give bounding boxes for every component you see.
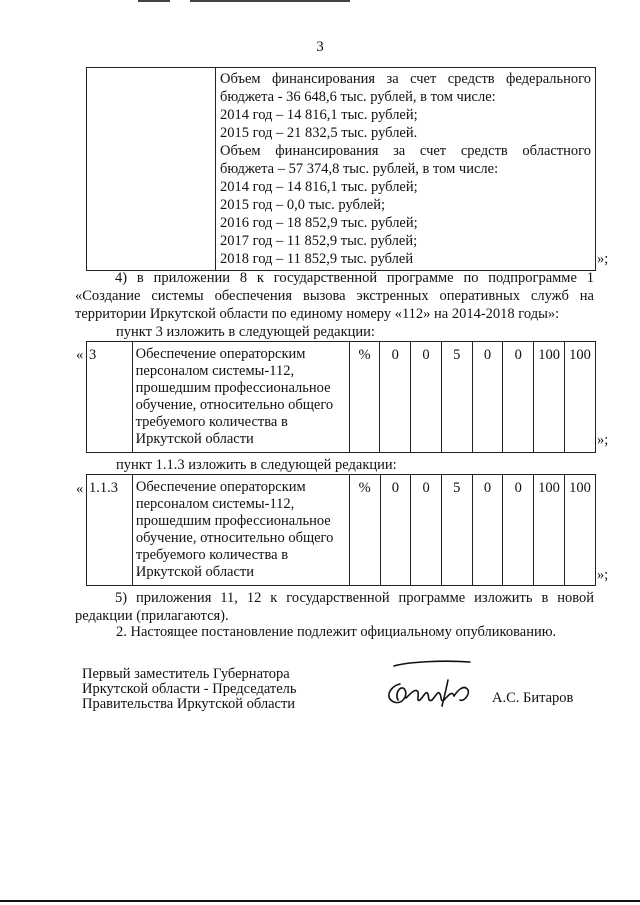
point3-description xyxy=(132,342,349,453)
point113-description xyxy=(132,475,349,586)
item4-line: территории Иркутской области по единому номеру «112» на 2014-2018 годы»: xyxy=(75,306,560,322)
position-line: Первый заместитель Губернатора xyxy=(82,666,290,682)
financing-empty-cell xyxy=(87,68,216,271)
point113-value: 0 xyxy=(380,475,411,586)
financing-table xyxy=(86,67,596,271)
point3-table xyxy=(86,341,596,453)
point3-desc-line: обучение, относительно общего xyxy=(135,397,334,413)
item5-line: редакции (прилагаются). xyxy=(75,608,229,624)
point113-value: 100 xyxy=(534,475,565,586)
point3-value: 100 xyxy=(565,342,596,453)
point3-desc-line: Иркутской области xyxy=(135,431,254,447)
financing-line: бюджета - 36 648,6 тыс. рублей, в том числе: xyxy=(220,89,496,105)
item4-line: 4) в приложении 8 к государственной программе по подпрограмме 1 xyxy=(115,270,594,286)
page-number: 3 xyxy=(316,39,324,55)
financing-line: 2017 год – 11 852,9 тыс. рублей; xyxy=(220,233,418,249)
position-line: Иркутской области - Председатель xyxy=(82,681,297,697)
point113-desc-line: Иркутской области xyxy=(135,564,255,580)
point113-desc-line: прошедшим профессиональное xyxy=(135,513,331,529)
point3-unit: % xyxy=(349,342,380,453)
top-edge-mark-left xyxy=(138,0,170,2)
item4-line: «Создание системы обеспечения вызова экстренных оперативных служб на xyxy=(75,288,594,304)
item2-paragraph: 2. Настоящее постановление подлежит официальному опубликованию. xyxy=(116,624,557,640)
financing-line: Объем финансирования за счет средств областного xyxy=(220,143,591,159)
financing-line: 2014 год – 14 816,1 тыс. рублей; xyxy=(220,107,418,123)
point3-value: 100 xyxy=(534,342,565,453)
point3-open-quote: « xyxy=(76,347,84,363)
item5-paragraph xyxy=(75,589,594,625)
point113-value: 100 xyxy=(564,475,595,586)
point3-value: 0 xyxy=(411,342,442,453)
point3-value: 0 xyxy=(503,342,534,453)
financing-line: 2015 год – 0,0 тыс. рублей; xyxy=(220,197,386,213)
point3-code: 3 xyxy=(87,342,133,453)
point113-value: 5 xyxy=(441,475,472,586)
point3-intro: пункт 3 изложить в следующей редакции: xyxy=(116,324,375,340)
point3-value: 5 xyxy=(441,342,472,453)
point113-table xyxy=(86,474,596,586)
point3-closing-quote: »; xyxy=(597,432,609,448)
point113-code: 1.1.3 xyxy=(87,475,133,586)
financing-line: Объем финансирования за счет средств федерального xyxy=(220,71,591,87)
point113-desc-line: персоналом системы-112, xyxy=(135,496,295,512)
position-line: Правительства Иркутской области xyxy=(82,696,296,712)
signatory-position xyxy=(82,667,297,712)
point113-value: 0 xyxy=(472,475,503,586)
financing-closing-quote: »; xyxy=(597,251,609,267)
financing-line: 2016 год – 18 852,9 тыс. рублей; xyxy=(220,215,418,231)
point113-closing-quote: »; xyxy=(597,567,609,583)
point113-open-quote: « xyxy=(76,481,84,497)
item5-line: 5) приложения 11, 12 к государственной программе изложить в новой xyxy=(115,590,594,606)
handwritten-signature xyxy=(372,656,482,716)
point113-intro: пункт 1.1.3 изложить в следующей редакции: xyxy=(116,457,397,473)
financing-line: 2014 год – 14 816,1 тыс. рублей; xyxy=(220,179,418,195)
financing-line: 2018 год – 11 852,9 тыс. рублей xyxy=(220,251,414,267)
point113-desc-line: обучение, относительно общего xyxy=(135,530,334,546)
point3-desc-line: требуемого количества в xyxy=(135,414,288,430)
point113-unit: % xyxy=(349,475,380,586)
financing-line: бюджета – 57 374,8 тыс. рублей, в том числе: xyxy=(220,161,499,177)
point113-value: 0 xyxy=(503,475,534,586)
item4-paragraph xyxy=(75,269,594,323)
point3-value: 0 xyxy=(472,342,503,453)
point113-desc-line: Обеспечение операторским xyxy=(135,479,306,495)
page-bottom-edge xyxy=(0,900,640,902)
point3-desc-line: Обеспечение операторским xyxy=(135,346,306,362)
financing-text-cell xyxy=(216,68,596,271)
point113-value: 0 xyxy=(411,475,442,586)
point3-desc-line: прошедшим профессиональное xyxy=(135,380,331,396)
point113-desc-line: требуемого количества в xyxy=(135,547,289,563)
point3-value: 0 xyxy=(380,342,411,453)
top-edge-mark-right xyxy=(190,0,350,2)
point3-desc-line: персоналом системы-112, xyxy=(135,363,295,379)
financing-line: 2015 год – 21 832,5 тыс. рублей. xyxy=(220,125,418,141)
signatory-name: А.С. Битаров xyxy=(492,690,574,706)
